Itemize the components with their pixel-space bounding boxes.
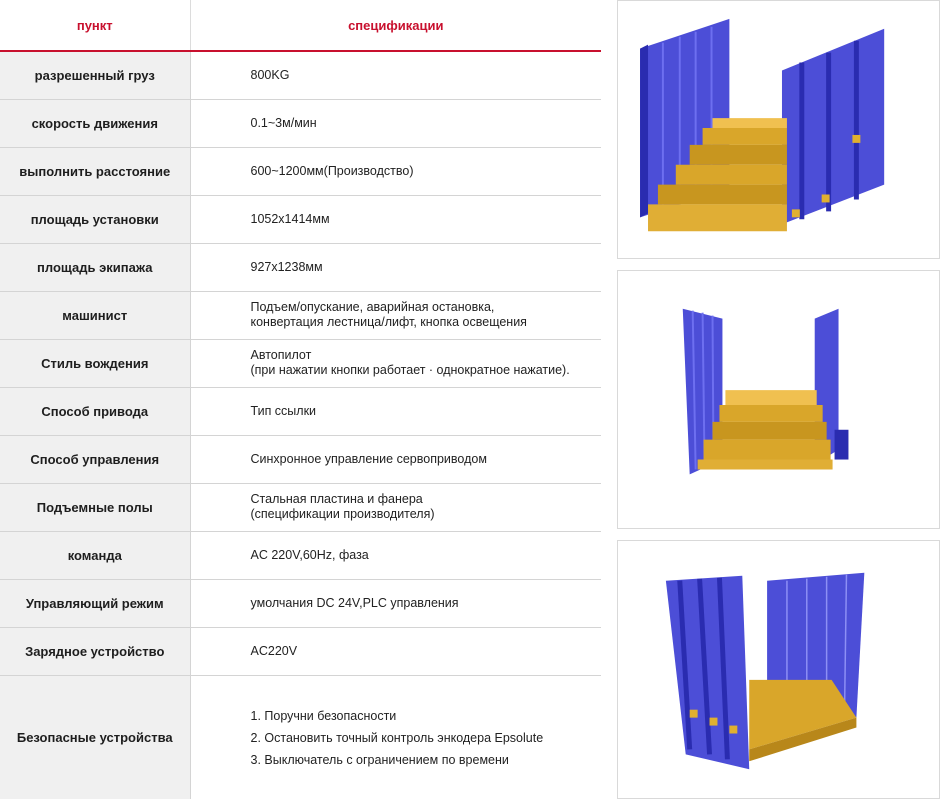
row-spec-value — [190, 387, 601, 435]
row-item-label: Управляющий режим — [0, 579, 190, 627]
spec-value-line: AC 220V,60Hz, фаза — [250, 547, 369, 562]
row-spec-value — [190, 195, 601, 243]
row-spec-value — [190, 675, 601, 799]
table-header-row — [0, 0, 601, 51]
spec-value-line: 800KG — [250, 67, 290, 82]
row-item-label: машинист — [0, 291, 190, 339]
spec-value-line: 600~1200мм(Производство) — [250, 163, 414, 178]
row-spec-value — [190, 243, 601, 291]
row-spec-value — [190, 51, 601, 99]
spec-value-line: Синхронное управление сервоприводом — [250, 451, 487, 466]
row-spec-value — [190, 435, 601, 483]
spec-value-line: Подъем/опускание, аварийная остановка, — [250, 300, 495, 314]
spec-value-line: Тип ссылки — [250, 403, 317, 418]
row-spec-value — [190, 483, 601, 531]
row-spec-value — [190, 627, 601, 675]
header-item: пункт — [0, 0, 190, 51]
table-row — [0, 387, 601, 435]
spec-value-line: Стальная пластина и фанера — [250, 492, 423, 506]
spec-value-line: (при нажатии кнопки работает · однократное нажатие). — [250, 363, 570, 377]
table-row — [0, 675, 601, 799]
spec-value-line: Автопилот — [250, 348, 312, 362]
spec-value-line: умолчания DC 24V,PLC управления — [250, 595, 459, 610]
row-item-label: разрешенный груз — [0, 51, 190, 99]
row-spec-value — [190, 579, 601, 627]
spec-value-line: AC220V — [250, 643, 298, 658]
product-image-stairs-front — [617, 0, 940, 259]
spec-value-line: 2. Остановить точный контроль энкодера Epsolute — [250, 730, 544, 745]
row-item-label: Способ привода — [0, 387, 190, 435]
row-item-label: Безопасные устройства — [0, 675, 190, 799]
product-image-stairs-side — [617, 270, 940, 529]
spec-value-line: 1052x1414мм — [250, 211, 330, 226]
table-row — [0, 51, 601, 99]
table-row — [0, 243, 601, 291]
row-item-label: Зарядное устройство — [0, 627, 190, 675]
row-spec-value — [190, 291, 601, 339]
table-row — [0, 531, 601, 579]
row-item-label: площадь экипажа — [0, 243, 190, 291]
spec-value-line: 0.1~3м/мин — [250, 115, 317, 130]
table-row — [0, 339, 601, 387]
header-spec: спецификации — [190, 0, 601, 51]
product-image-platform — [617, 540, 940, 799]
table-row — [0, 291, 601, 339]
row-item-label: Способ управления — [0, 435, 190, 483]
spec-value-line: 927x1238мм — [250, 259, 323, 274]
spec-value-line: 1. Поручни безопасности — [250, 708, 397, 723]
spec-value-line: конвертация лестница/лифт, кнопка освещения — [250, 315, 527, 329]
stair-lift-illustration — [618, 541, 939, 798]
row-item-label: площадь установки — [0, 195, 190, 243]
table-row — [0, 99, 601, 147]
table-row — [0, 195, 601, 243]
row-spec-value — [190, 147, 601, 195]
stair-lift-illustration — [618, 1, 939, 258]
table-row — [0, 483, 601, 531]
row-item-label: Подъемные полы — [0, 483, 190, 531]
table-row — [0, 435, 601, 483]
row-spec-value — [190, 531, 601, 579]
row-item-label: скорость движения — [0, 99, 190, 147]
table-row — [0, 627, 601, 675]
spec-value-line: (спецификации производителя) — [250, 507, 435, 521]
stair-lift-illustration — [618, 271, 939, 528]
spec-value-line: 3. Выключатель с ограничением по времени — [250, 752, 509, 767]
row-item-label: команда — [0, 531, 190, 579]
row-spec-value — [190, 339, 601, 387]
table-row — [0, 147, 601, 195]
table-row — [0, 579, 601, 627]
row-item-label: Стиль вождения — [0, 339, 190, 387]
row-spec-value — [190, 99, 601, 147]
row-item-label: выполнить расстояние — [0, 147, 190, 195]
